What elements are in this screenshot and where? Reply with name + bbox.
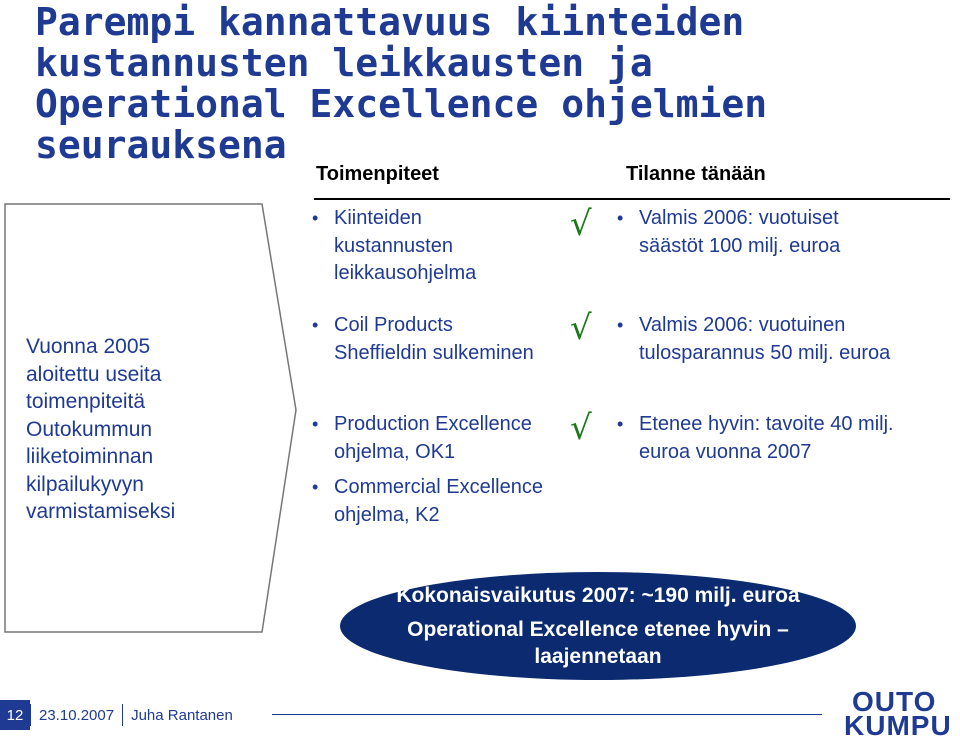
- outokumpu-logo: OUTO KUMPU: [844, 686, 952, 741]
- check-icon: √: [570, 308, 592, 348]
- bullet: •: [312, 208, 319, 228]
- action-item: • Kiinteiden kustannusten leikkausohjelma: [312, 207, 477, 284]
- status-item: • Valmis 2006: vuotuiset säästöt 100 milj. euroa: [617, 207, 841, 257]
- left-box-text: Vuonna 2005 aloitettu useita toimenpiteitä Outokummun liiketoiminnan kilpailukyvyn varmistamiseksi: [26, 335, 176, 523]
- footer-divider: [272, 714, 822, 715]
- bullet: •: [312, 315, 319, 335]
- summary-line-2: Operational Excellence etenee hyvin –: [407, 618, 789, 641]
- bullet: •: [617, 414, 624, 434]
- action-item: • Coil Products Sheffieldin sulkeminen: [312, 314, 534, 364]
- bullet: •: [312, 477, 319, 497]
- page-number: 12: [0, 700, 30, 730]
- footer-author: Juha Rantanen: [122, 704, 241, 726]
- column-header-actions: Toimenpiteet: [316, 163, 439, 185]
- footer: [0, 700, 272, 730]
- bullet: •: [617, 315, 624, 335]
- slide-title: Parempi kannattavuus kiinteiden kustannusten leikkausten ja Operational Excellence ohjelmien seurauksena: [35, 0, 768, 167]
- action-item: • Production Excellence ohjelma, OK1: [312, 413, 532, 463]
- summary-line-1: Kokonaisvaikutus 2007: ~190 milj. euroa: [396, 584, 800, 607]
- bullet: •: [312, 414, 319, 434]
- summary-line-3: laajennetaan: [534, 645, 662, 668]
- status-item: • Valmis 2006: vuotuinen tulosparannus 50 milj. euroa: [617, 314, 891, 364]
- status-item: • Etenee hyvin: tavoite 40 milj. euroa vuonna 2007: [617, 413, 894, 463]
- check-icon: √: [570, 408, 592, 448]
- column-header-status: Tilanne tänään: [626, 163, 766, 185]
- arrow-shape: [0, 0, 320, 640]
- bullet: •: [617, 208, 624, 228]
- footer-date: 23.10.2007: [30, 704, 122, 726]
- action-item: • Commercial Excellence ohjelma, K2: [312, 476, 543, 526]
- check-icon: √: [570, 204, 592, 244]
- header-rule: [314, 198, 950, 200]
